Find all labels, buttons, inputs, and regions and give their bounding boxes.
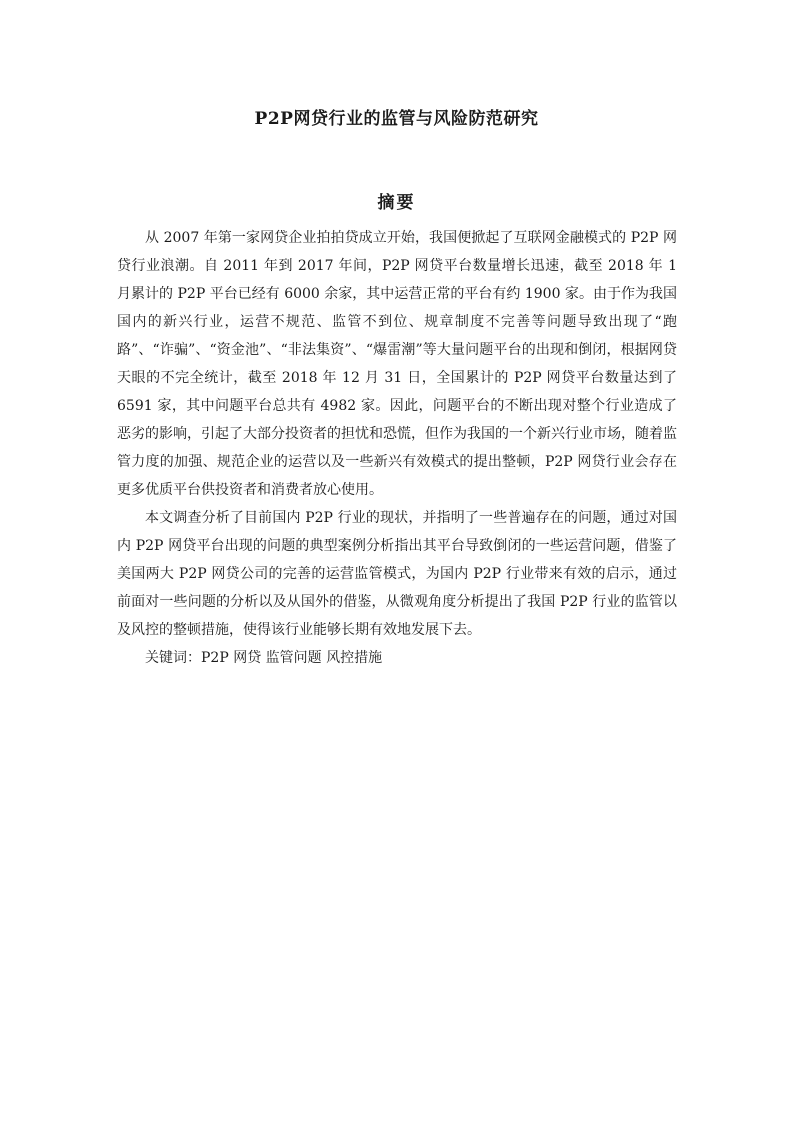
abstract-heading: 摘要 <box>377 193 416 213</box>
abstract-paragraph-1: 从 2007 年第一家网贷企业拍拍贷成立开始，我国便掀起了互联网金融模式的 P2P 网贷行业浪潮。自 2011 年到 2017 年间，P2P 网贷平台数量增长迅速，截至 2018 年 1 月累计的 P2P 平台已经有 6000 余家，其中运营正常的平台有约 1900 家。由于作为我国国内的新兴行业，运营不规范、监管不到位、规章制度不完善等问题导致出现了“跑路”、“诈骗”、“资金池”、“非法集资”、“爆雷潮”等大量问题平台的出现和倒闭，根据网贷天眼的不完全统计，截至 2018 年 12 月 31 日，全国累计的 P2P 网贷平台数量达到了 6591 家，其中问题平台总共有 4982 家。因此，问题平台的不断出现对整个行业造成了恶劣的影响，引起了大部分投资者的担忧和恐慌，但作为我国的一个新兴行业市场，随着监管力度的加强、规范企业的运营以及一些新兴有效模式的提出整顿，P2P 网贷行业会存在更多优质平台供投资者和消费者放心使用。 <box>117 230 677 498</box>
abstract-body <box>117 224 677 672</box>
document-title: P2P网贷行业的监管与风险防范研究 <box>254 109 539 129</box>
abstract-paragraph-2: 本文调查分析了目前国内 P2P 行业的现状，并指明了一些普遍存在的问题，通过对国内 P2P 网贷平台出现的问题的典型案例分析指出其平台导致倒闭的一些运营问题，借鉴了美国两大 P2P 网贷公司的完善的运营监管模式，为国内 P2P 行业带来有效的启示，通过前面对一些问题的分析以及从国外的借鉴，从微观角度分析提出了我国 P2P 行业的监管以及风控的整顿措施，使得该行业能够长期有效地发展下去。 <box>117 510 677 638</box>
keywords-line: 关键词：P2P 网贷 监管问题 风控措施 <box>145 650 383 666</box>
